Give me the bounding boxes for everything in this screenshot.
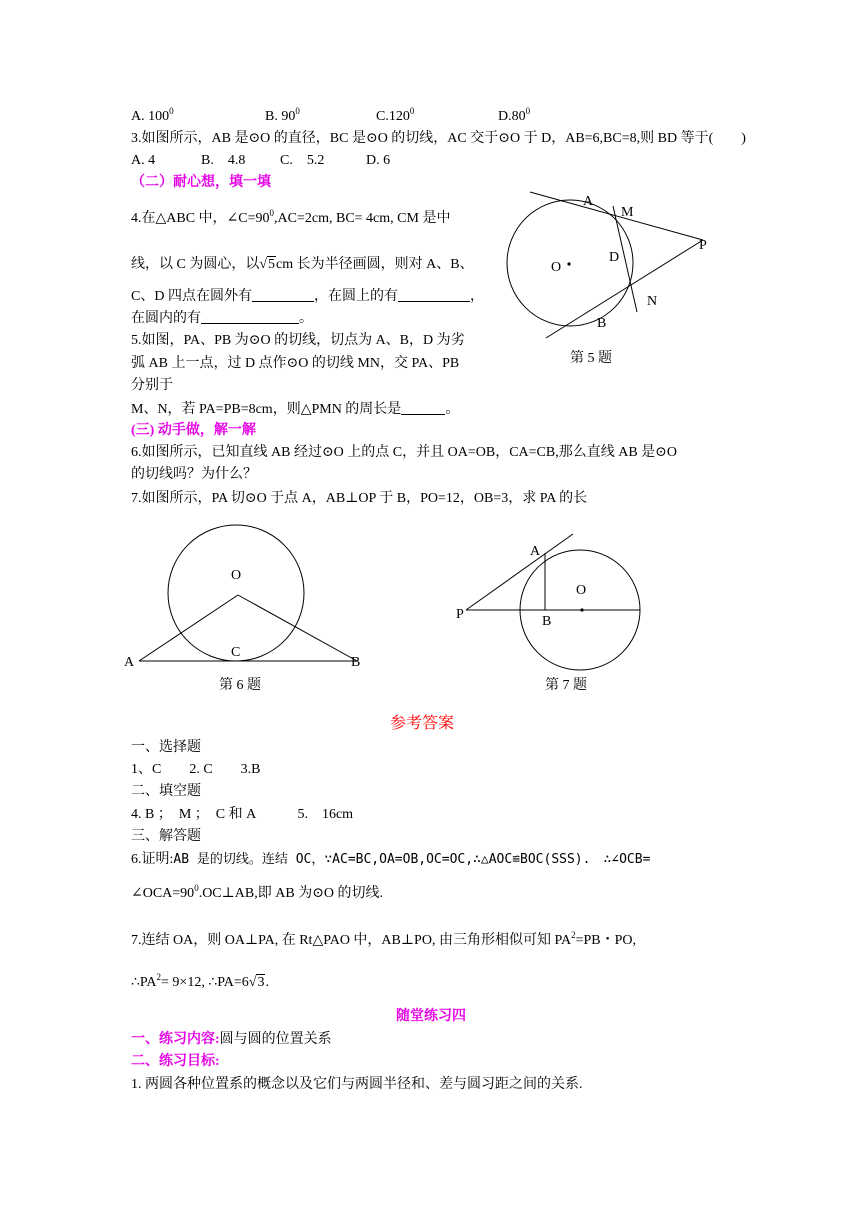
q6-line1: 6.如图所示，已知直线 AB 经过⊙O 上的点 C，并且 OA=OB，CA=CB,那么直线 AB 是⊙O	[131, 445, 677, 460]
ans-mc: 1、C 2. C 3.B	[131, 762, 261, 777]
blank-perimeter	[401, 402, 445, 415]
q7-text: 7.如图所示，PA 切⊙O 于点 A，AB⊥OP 于 B，PO=12，OB=3，求 PA 的长	[131, 491, 588, 506]
caption-7: 第 7 题	[545, 678, 587, 693]
fig7-label-a: A	[530, 544, 541, 559]
label-n: N	[647, 294, 658, 309]
fig6-label-o: O	[231, 568, 242, 583]
fig6-label-b: B	[351, 655, 361, 670]
ans-section2: 二、填空题	[131, 784, 201, 799]
fig7-label-o: O	[576, 583, 587, 598]
section3-title: (三) 动手做，解一解	[131, 423, 256, 438]
ans6-line2: $\angle OCA=90^0.OC\perp AB$,即 AB 为⊙O 的切线.	[131, 883, 384, 901]
q3-option-c: C. 5.2	[280, 153, 325, 168]
q3-option-d: D. 6	[366, 153, 391, 168]
q4-line2: 线，以 C 为圆心，以√5cm 长为半径画圆，则对 A、B、	[131, 257, 474, 272]
q3-option-b: B. 4.8	[201, 153, 246, 168]
q5-line4: M、N，若 PA=PB=8cm，则△PMN 的周长是 。	[131, 402, 460, 417]
q4-line1: 4.在△ABC 中，$\angle C=90^0,AC=2cm$, BC= 4cm, CM 是中	[131, 208, 451, 226]
fig7-label-b: B	[542, 614, 552, 629]
q5-line2: 弧 AB 上一点，过 D 点作⊙O 的切线 MN，交 PA、PB	[131, 356, 460, 371]
fig7-center-dot	[580, 608, 583, 611]
option-c: C.120$^0$	[376, 106, 415, 124]
label-m: M	[621, 205, 634, 220]
figures-6-7	[0, 520, 860, 700]
fig6-label-a: A	[124, 655, 135, 670]
fig6-circle	[168, 525, 304, 661]
caption-5: 第 5 题	[570, 351, 612, 366]
sqrt-five: √5	[259, 257, 276, 272]
practice-content: 一、练习内容:圆与圆的位置关系	[131, 1032, 332, 1047]
q6-line2: 的切线吗？为什么？	[131, 467, 257, 482]
practice4-title: 随堂练习四	[396, 1009, 466, 1024]
ans-section3: 三、解答题	[131, 829, 201, 844]
q5-line1: 5.如图，PA、PB 为⊙O 的切线，切点为 A、B，D 为劣	[131, 333, 465, 348]
q4-line3: C、D 四点在圆外有 ，在圆上的有 ，	[131, 289, 484, 304]
ans-fill: 4. B ； M ； C 和 A 5. 16cm	[131, 807, 354, 822]
label-o: O	[551, 260, 562, 275]
q5-line3: 分别于	[131, 378, 173, 393]
center-dot	[567, 262, 570, 265]
ans7-line2: $\therefore PA^2= 9\times 12$, ∴PA=6√3.	[131, 972, 269, 990]
label-p: P	[699, 238, 707, 253]
ans7-line1: 7.连结 OA，则 OA⊥PA, 在 Rt△PAO 中，AB⊥PO, 由三角形相似可知 $PA^2=PB$・PO,	[131, 930, 636, 948]
practice-goal-label: 二、练习目标:	[131, 1054, 220, 1069]
label-b: B	[597, 316, 607, 331]
option-a: A. $100^0$	[131, 106, 174, 124]
q4-line4: 在圆内的有 。	[131, 311, 313, 326]
fig6-label-c: C	[231, 645, 241, 660]
q3-stem: 3.如图所示，AB 是⊙O 的直径，BC 是⊙O 的切线，AC 交于⊙O 于 D，AB=6,BC=8,则 BD 等于( )	[131, 131, 746, 146]
caption-6: 第 6 题	[219, 678, 261, 693]
figure-5	[0, 0, 860, 380]
sqrt-three: √3	[248, 975, 265, 990]
label-a: A	[583, 194, 594, 209]
ans6-line1: 6.证明:AB 是的切线。连结 OC，∵AC=BC,OA=OB,OC=OC,∴△AOC≌BOC(SSS). ∴∠OCB=	[131, 852, 651, 867]
practice-goal-1: 1. 两圆各种位置系的概念以及它们与两圆半径和、差与圆习距之间的关系.	[131, 1077, 583, 1092]
fig6-line-ob	[238, 595, 357, 661]
option-d: $D.80^0$	[498, 106, 531, 124]
label-d: D	[609, 250, 620, 265]
fig6-line-oa	[139, 595, 241, 661]
tangent-pa	[530, 192, 703, 240]
answers-title: 参考答案	[390, 715, 455, 732]
q3-option-a: A. 4	[131, 153, 156, 168]
option-b: B. $90^0$	[265, 106, 300, 124]
section2-title: （二）耐心想，填一填	[131, 175, 271, 190]
fig7-label-p: P	[456, 607, 464, 622]
fig7-tangent-pa	[466, 534, 573, 610]
ans-section1: 一、选择题	[131, 740, 201, 755]
